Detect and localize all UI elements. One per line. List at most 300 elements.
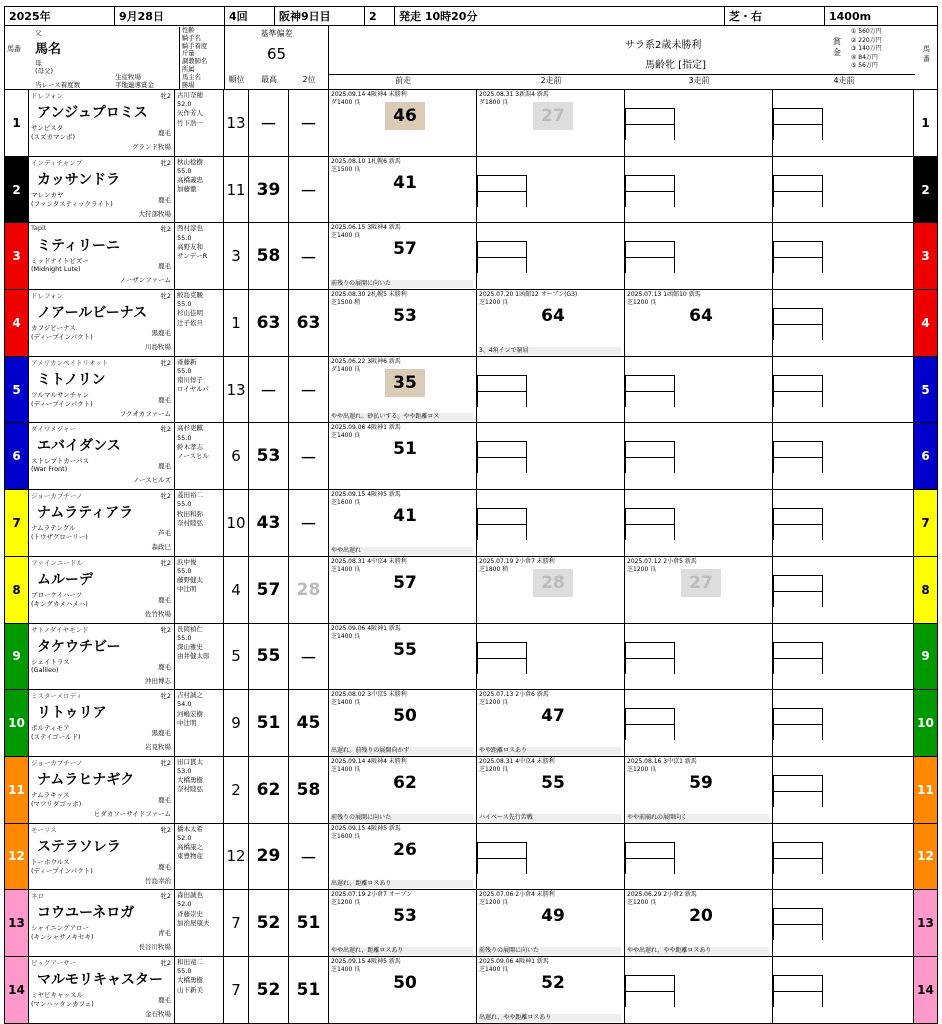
- run-note: やや前崩れの展開向く: [627, 814, 769, 822]
- speed-index: 49: [541, 906, 565, 927]
- dam: ツルマルサンチャン: [31, 390, 89, 399]
- past-run: [625, 290, 773, 356]
- run-note: 3、4角インで窮屈: [479, 347, 621, 355]
- past-run: [329, 557, 477, 623]
- bms: (キングカメハメハ): [31, 599, 88, 608]
- sire: インディチャンプ: [31, 158, 83, 167]
- jockey-box: [174, 690, 224, 756]
- sex-age: 牝2: [160, 225, 171, 234]
- weight: 52.0: [177, 100, 192, 109]
- weight: 55.0: [177, 633, 192, 642]
- second-index: －: [289, 157, 329, 223]
- jockey-box: [174, 490, 224, 556]
- run-date: 2025.09.06 4阪神1 新馬: [479, 957, 549, 965]
- post-time: 発走 10時20分: [395, 7, 725, 25]
- run-course: 芝1400 良: [331, 565, 361, 573]
- horse-info[interactable]: [29, 824, 224, 890]
- jockey: 橋木太希: [177, 824, 203, 833]
- jockey: 西村淳也: [177, 224, 203, 233]
- sire: ファインニードル: [31, 558, 83, 567]
- bms: (War Front): [31, 465, 68, 474]
- trainer: 深山雅史: [177, 642, 203, 651]
- run-note: 出遅れ。前残りの展開向かず: [331, 747, 473, 755]
- sex-age: 牝2: [160, 892, 171, 901]
- jockey-box: [174, 757, 224, 823]
- jockey-box: [174, 223, 224, 289]
- col-run1: 前走: [329, 74, 477, 86]
- dam: ストレプトカーパス: [31, 457, 89, 466]
- jockey: 和田竜二: [177, 957, 203, 966]
- distance: 1400m: [829, 9, 872, 23]
- run-course: 芝1400 良: [331, 632, 361, 640]
- owner: 竹下浩一: [177, 118, 203, 127]
- run-course: 芝1200 良: [627, 765, 657, 773]
- weight: 55.0: [177, 300, 192, 309]
- empty-run: [773, 690, 915, 756]
- speed-index: 27: [681, 569, 721, 597]
- dam: トーホウルス: [31, 857, 70, 866]
- dam: ナムラキッス: [31, 790, 70, 799]
- second-index: 63: [289, 290, 329, 356]
- past-run: [329, 490, 477, 556]
- farm: 長谷川牧場: [138, 943, 171, 952]
- rank: 11: [224, 157, 249, 223]
- farm: ノーザンファーム: [119, 276, 171, 285]
- trainer: 河嶋宏樹: [177, 709, 203, 718]
- horse-info[interactable]: [29, 223, 224, 289]
- second-index: －: [289, 423, 329, 489]
- dam: シェイトラス: [31, 657, 70, 666]
- bms: (キンシャサノキセキ): [31, 933, 94, 942]
- empty-run: [625, 624, 773, 690]
- horse-info[interactable]: [29, 423, 224, 489]
- horse-number-right: 9: [913, 624, 937, 690]
- horse-info[interactable]: [29, 357, 224, 423]
- run-course: 芝1200 良: [479, 899, 509, 907]
- trainer: 斉藤崇史: [177, 909, 203, 918]
- weight: 55.0: [177, 967, 192, 976]
- speed-index: 55: [393, 639, 417, 660]
- horse-row: [4, 357, 938, 424]
- sire: Tapit: [31, 224, 47, 233]
- owner: 中辻明: [177, 585, 197, 594]
- venue: 阪神9日目: [275, 7, 365, 25]
- dam-label: 母: [35, 59, 42, 67]
- uma-label-right: 馬番: [923, 45, 930, 63]
- horse-info[interactable]: [29, 890, 224, 956]
- second-index: －: [289, 90, 329, 156]
- run-date: 2025.09.15 4阪神5 新馬: [331, 957, 401, 965]
- past-run: [477, 557, 625, 623]
- second-index: 45: [289, 690, 329, 756]
- jockey-box: [174, 624, 224, 690]
- horse-info[interactable]: [29, 690, 224, 756]
- sire: モーリス: [31, 825, 57, 834]
- horse-name: タケウチビー: [37, 638, 121, 655]
- run-course: 芝1400 良: [331, 965, 361, 973]
- run-date: 2025.06.29 2小倉2 新馬: [627, 891, 697, 899]
- horse-info[interactable]: [29, 757, 224, 823]
- coat-color: 鹿毛: [158, 129, 171, 137]
- horse-info[interactable]: [29, 157, 224, 223]
- sex-age: 牝2: [160, 558, 171, 567]
- horse-number: 5: [5, 357, 29, 423]
- farm-label: 生産牧場: [115, 73, 141, 81]
- second-index: 28: [289, 557, 329, 623]
- best-index: 57: [249, 557, 289, 623]
- run-note: 前残りの展開に向いた: [479, 947, 621, 955]
- bms: (ステイゴールド): [31, 733, 81, 742]
- run-date: 2025.09.06 4阪神1 新馬: [331, 424, 401, 432]
- run-date: 2025.07.20 1函館12 オープン(G3): [479, 291, 578, 299]
- run-date: 2025.07.06 2小倉4 未勝利: [479, 891, 555, 899]
- bms: (スズカマンボ): [31, 133, 76, 141]
- owner: ロイヤルパ: [177, 385, 209, 394]
- farm: 川島牧場: [145, 343, 171, 352]
- horse-number-right: 11: [913, 757, 937, 823]
- horse-info[interactable]: [29, 557, 224, 623]
- run-note: 前残りの展開に向いた: [331, 814, 473, 822]
- past-run: [477, 957, 625, 1023]
- horse-name: ムルーデ: [37, 571, 93, 588]
- weight: 55.0: [177, 166, 192, 175]
- speed-index: 53: [393, 306, 417, 327]
- horse-number: 9: [5, 624, 29, 690]
- year: 2025年: [5, 7, 115, 25]
- bms: (マンハッタンカフェ): [31, 999, 94, 1008]
- run-date: 2025.07.13 2小倉6 新馬: [479, 691, 549, 699]
- owner: 東豊物産: [177, 852, 203, 861]
- uma-label: 馬番: [7, 45, 21, 53]
- jockey: 田口貫太: [177, 757, 203, 766]
- empty-run: [773, 290, 915, 356]
- past-run: [329, 824, 477, 890]
- past-run: [329, 624, 477, 690]
- horse-number-right: 13: [913, 890, 937, 956]
- farm: ノースヒルズ: [132, 476, 171, 485]
- horse-row: [4, 423, 938, 490]
- farm: 竹島幸治: [145, 876, 171, 885]
- date: 9月28日: [115, 7, 225, 25]
- coat-color: 黒鹿毛: [151, 329, 171, 338]
- run-note: 前残りの展開に向いた: [331, 280, 473, 288]
- run-date: 2025.08.10 1札幌6 新馬: [331, 157, 401, 165]
- best-index: 29: [249, 824, 289, 890]
- empty-run: [625, 357, 773, 423]
- horse-row: [4, 557, 938, 624]
- horse-table: [4, 90, 938, 1024]
- past-run: [329, 690, 477, 756]
- horse-row: [4, 290, 938, 357]
- empty-run: [773, 957, 915, 1023]
- second-index: 51: [289, 890, 329, 956]
- sire: ドレフォン: [31, 92, 64, 100]
- weight: 53.0: [177, 767, 192, 776]
- coat-color: 鹿毛: [158, 195, 171, 204]
- trainer: 南川惇子: [177, 376, 203, 385]
- horse-number: 3: [5, 223, 29, 289]
- empty-run: [625, 690, 773, 756]
- speed-index: 50: [393, 706, 417, 727]
- run-course: 芝1200 良: [479, 699, 509, 707]
- dam: マレンカヤ: [31, 190, 64, 199]
- run-note: 出遅れ、距離ロスあり: [331, 880, 473, 888]
- horse-name: ミトノリン: [37, 371, 106, 388]
- speed-index: 26: [393, 839, 417, 860]
- speed-index: 57: [393, 572, 417, 593]
- sire: ミスターメロディ: [31, 692, 83, 701]
- empty-run: [773, 357, 915, 423]
- run-course: 芝1200 良: [627, 899, 657, 907]
- past-run: [329, 890, 477, 956]
- jockey: 鮫島克駿: [177, 291, 203, 300]
- empty-run: [477, 357, 625, 423]
- bms: (マツリダゴッホ): [31, 799, 82, 808]
- horse-name: ミティリーニ: [37, 238, 120, 255]
- past-run: [329, 290, 477, 356]
- jockey-box: [174, 423, 224, 489]
- horse-info[interactable]: [29, 624, 224, 690]
- coat-color: 鹿毛: [158, 862, 171, 871]
- speed-index: 41: [393, 172, 417, 193]
- dam: カフジビーナス: [31, 324, 76, 333]
- speed-index: 52: [541, 972, 565, 993]
- horse-name: カッサンドラ: [37, 171, 121, 188]
- farm: 沖田博志: [145, 676, 171, 685]
- farm: フクオカファーム: [119, 409, 171, 418]
- record-label: 当レース着度数: [35, 81, 81, 89]
- jockey: 古川奈穂: [177, 91, 203, 99]
- speed-index: 35: [385, 369, 425, 397]
- kai: 4回: [225, 7, 275, 25]
- trainer: 高橋康之: [177, 842, 203, 851]
- empty-run: [477, 490, 625, 556]
- jockey: 菱田裕二: [177, 491, 203, 500]
- run-course: 芝1200 良: [331, 899, 361, 907]
- horse-info[interactable]: [29, 290, 224, 356]
- horse-info[interactable]: [29, 490, 224, 556]
- horse-info[interactable]: [29, 957, 224, 1023]
- past-run: [329, 90, 477, 156]
- sire: サトノダイヤモンド: [31, 625, 89, 634]
- jockey: 森田誠也: [177, 891, 203, 900]
- speed-index: 64: [541, 306, 565, 327]
- sire: ドレフォン: [31, 292, 64, 301]
- dam: ブローケイハーツ: [31, 590, 83, 599]
- horse-number: 8: [5, 557, 29, 623]
- farm: ヒダカソーサイドファーム: [93, 809, 171, 818]
- run-date: 2025.08.31 4中京4 未勝利: [331, 557, 407, 565]
- rank: 10: [224, 490, 249, 556]
- coat-color: 鹿毛: [158, 395, 171, 404]
- jockey-box: [174, 157, 224, 223]
- horse-number-right: 2: [913, 157, 937, 223]
- speed-index: 51: [393, 439, 417, 460]
- horse-number-right: 3: [913, 223, 937, 289]
- horse-number-right: 12: [913, 824, 937, 890]
- col-run4: 4走前: [773, 74, 915, 86]
- empty-run: [773, 757, 915, 823]
- coat-color: 鹿毛: [158, 795, 171, 804]
- trainer: 鈴木孝志: [177, 442, 203, 451]
- run-course: 芝1200 良: [479, 299, 509, 307]
- farm: 佐竹牧場: [145, 609, 171, 618]
- weight: 55.0: [177, 233, 192, 242]
- rank: 13: [224, 90, 249, 156]
- speed-index: 57: [393, 239, 417, 260]
- coat-color: 鹿毛: [158, 462, 171, 471]
- rank: 12: [224, 824, 249, 890]
- sex-age: 牝2: [160, 692, 171, 701]
- sire: ジョーカプチーノ: [31, 492, 83, 501]
- past-run: [329, 357, 477, 423]
- sex-age: 牝2: [160, 625, 171, 634]
- run-date: 2025.08.31 4中京4 未勝利: [479, 757, 555, 765]
- bms: (ディープインパクト): [31, 399, 93, 408]
- bms: (ディープインパクト): [31, 866, 93, 875]
- owner: 奈村睦弘: [177, 518, 203, 527]
- col-rank: 順位: [228, 75, 245, 84]
- coat-color: 鹿毛: [158, 662, 171, 671]
- sex-age: 牝2: [160, 825, 171, 834]
- surface: 芝・右: [725, 7, 825, 25]
- horse-row: [4, 624, 938, 691]
- best-index: 39: [249, 157, 289, 223]
- race-number: 2: [365, 7, 395, 25]
- empty-run: [773, 557, 915, 623]
- horse-number: 14: [5, 957, 29, 1023]
- dam: ナムラテングル: [31, 524, 76, 533]
- sex-age: 牝2: [160, 958, 171, 967]
- owner: 加藤徹: [177, 185, 197, 194]
- second-index: －: [289, 490, 329, 556]
- horse-name: ノアールビーナス: [37, 305, 148, 322]
- best-index: 62: [249, 757, 289, 823]
- base-label: 基準偏差: [260, 29, 293, 38]
- farm: グランド牧場: [132, 143, 171, 151]
- run-date: 2025.06.22 3阪神6 新馬: [331, 357, 401, 365]
- race-class: サラ系2歳未勝利: [625, 40, 702, 51]
- race-header: [4, 6, 938, 26]
- coat-color: 芦毛: [158, 529, 171, 538]
- run-course: 芝1600 良: [331, 499, 361, 507]
- best-index: 43: [249, 490, 289, 556]
- farm: 岩見牧場: [145, 743, 171, 752]
- weight: 55.0: [177, 366, 192, 375]
- column-header: [4, 26, 938, 90]
- horse-number: 10: [5, 690, 29, 756]
- empty-run: [477, 157, 625, 223]
- prize-label: 賞金: [833, 37, 841, 57]
- weight: 52.0: [177, 900, 192, 909]
- trainer: 高野友和: [177, 242, 203, 251]
- sire: ダイワメジャー: [31, 425, 77, 434]
- run-date: 2025.07.12 2小倉5 新馬: [627, 557, 697, 565]
- horse-row: [4, 690, 938, 757]
- empty-run: [625, 490, 773, 556]
- run-note: やや出遅れ、距離ロスあり: [331, 947, 473, 955]
- jockey-box: [174, 90, 224, 156]
- run-date: 2025.09.15 4阪神5 新馬: [331, 824, 401, 832]
- best-index: 58: [249, 223, 289, 289]
- empty-run: [625, 957, 773, 1023]
- trainer: 大橋勇樹: [177, 776, 203, 785]
- second-index: －: [289, 824, 329, 890]
- trainer: 杉山佳明: [177, 309, 203, 318]
- best-index: 53: [249, 423, 289, 489]
- trainer: 高橋義忠: [177, 176, 203, 185]
- past-run: [477, 890, 625, 956]
- rank: 5: [224, 624, 249, 690]
- run-date: 2025.07.19 2小倉7 未勝利: [479, 557, 555, 565]
- jockey-box: [174, 557, 224, 623]
- past-run: [329, 957, 477, 1023]
- run-date: 2025.07.19 2小倉7 オープン: [331, 891, 413, 899]
- horse-number: 2: [5, 157, 29, 223]
- rank: 2: [224, 757, 249, 823]
- rank: 3: [224, 223, 249, 289]
- run-course: 芝1400 良: [331, 699, 361, 707]
- farm: 金石牧場: [145, 1009, 171, 1018]
- horse-number: 13: [5, 890, 29, 956]
- jockey-box: [174, 357, 224, 423]
- horse-name: リトゥリア: [37, 705, 107, 722]
- empty-run: [773, 624, 915, 690]
- horse-number-right: 14: [913, 957, 937, 1023]
- empty-run: [773, 90, 915, 156]
- weight: 55.0: [177, 433, 192, 442]
- speed-index: 62: [393, 772, 417, 793]
- bms-label: (母父): [35, 67, 54, 75]
- jockey-box: [174, 824, 224, 890]
- past-run: [329, 423, 477, 489]
- run-note: 出遅れ、やや距離ロスあり: [479, 1014, 621, 1022]
- run-date: 2025.09.15 4阪神5 新馬: [331, 491, 401, 499]
- empty-run: [773, 890, 915, 956]
- horse-row: [4, 157, 938, 224]
- weight: 55.0: [177, 567, 192, 576]
- jockey-box: [174, 957, 224, 1023]
- horse-name: エバイダンス: [37, 438, 121, 455]
- empty-run: [773, 157, 915, 223]
- sex-age: 牝2: [160, 292, 171, 301]
- horse-name: ナムラティアラ: [37, 505, 134, 522]
- horse-number-right: 8: [913, 557, 937, 623]
- horse-number: 12: [5, 824, 29, 890]
- bms: (ディープインパクト): [31, 333, 93, 342]
- run-course: 芝1400 良: [331, 232, 361, 240]
- coat-color: 黒鹿毛: [151, 729, 171, 738]
- empty-run: [477, 223, 625, 289]
- past-run: [477, 90, 625, 156]
- coat-color: 鹿毛: [158, 595, 171, 604]
- speed-index: 27: [533, 102, 573, 130]
- horse-number: 6: [5, 423, 29, 489]
- jockey: 斎藤新: [177, 357, 197, 366]
- dam: ポルティモア: [31, 724, 70, 733]
- horse-info[interactable]: [29, 90, 224, 156]
- run-date: 2025.08.30 2札幌5 未勝利: [331, 291, 407, 299]
- second-index: 51: [289, 957, 329, 1023]
- speed-index: 50: [393, 972, 417, 993]
- run-date: 2025.08.16 3中京1 新馬: [627, 757, 697, 765]
- speed-index: 47: [541, 706, 565, 727]
- empty-run: [477, 824, 625, 890]
- rank: 13: [224, 357, 249, 423]
- owner: 加治屋康夫: [177, 918, 210, 927]
- owner: サンデーR: [177, 251, 208, 260]
- owner: 辻子依旦: [177, 318, 203, 327]
